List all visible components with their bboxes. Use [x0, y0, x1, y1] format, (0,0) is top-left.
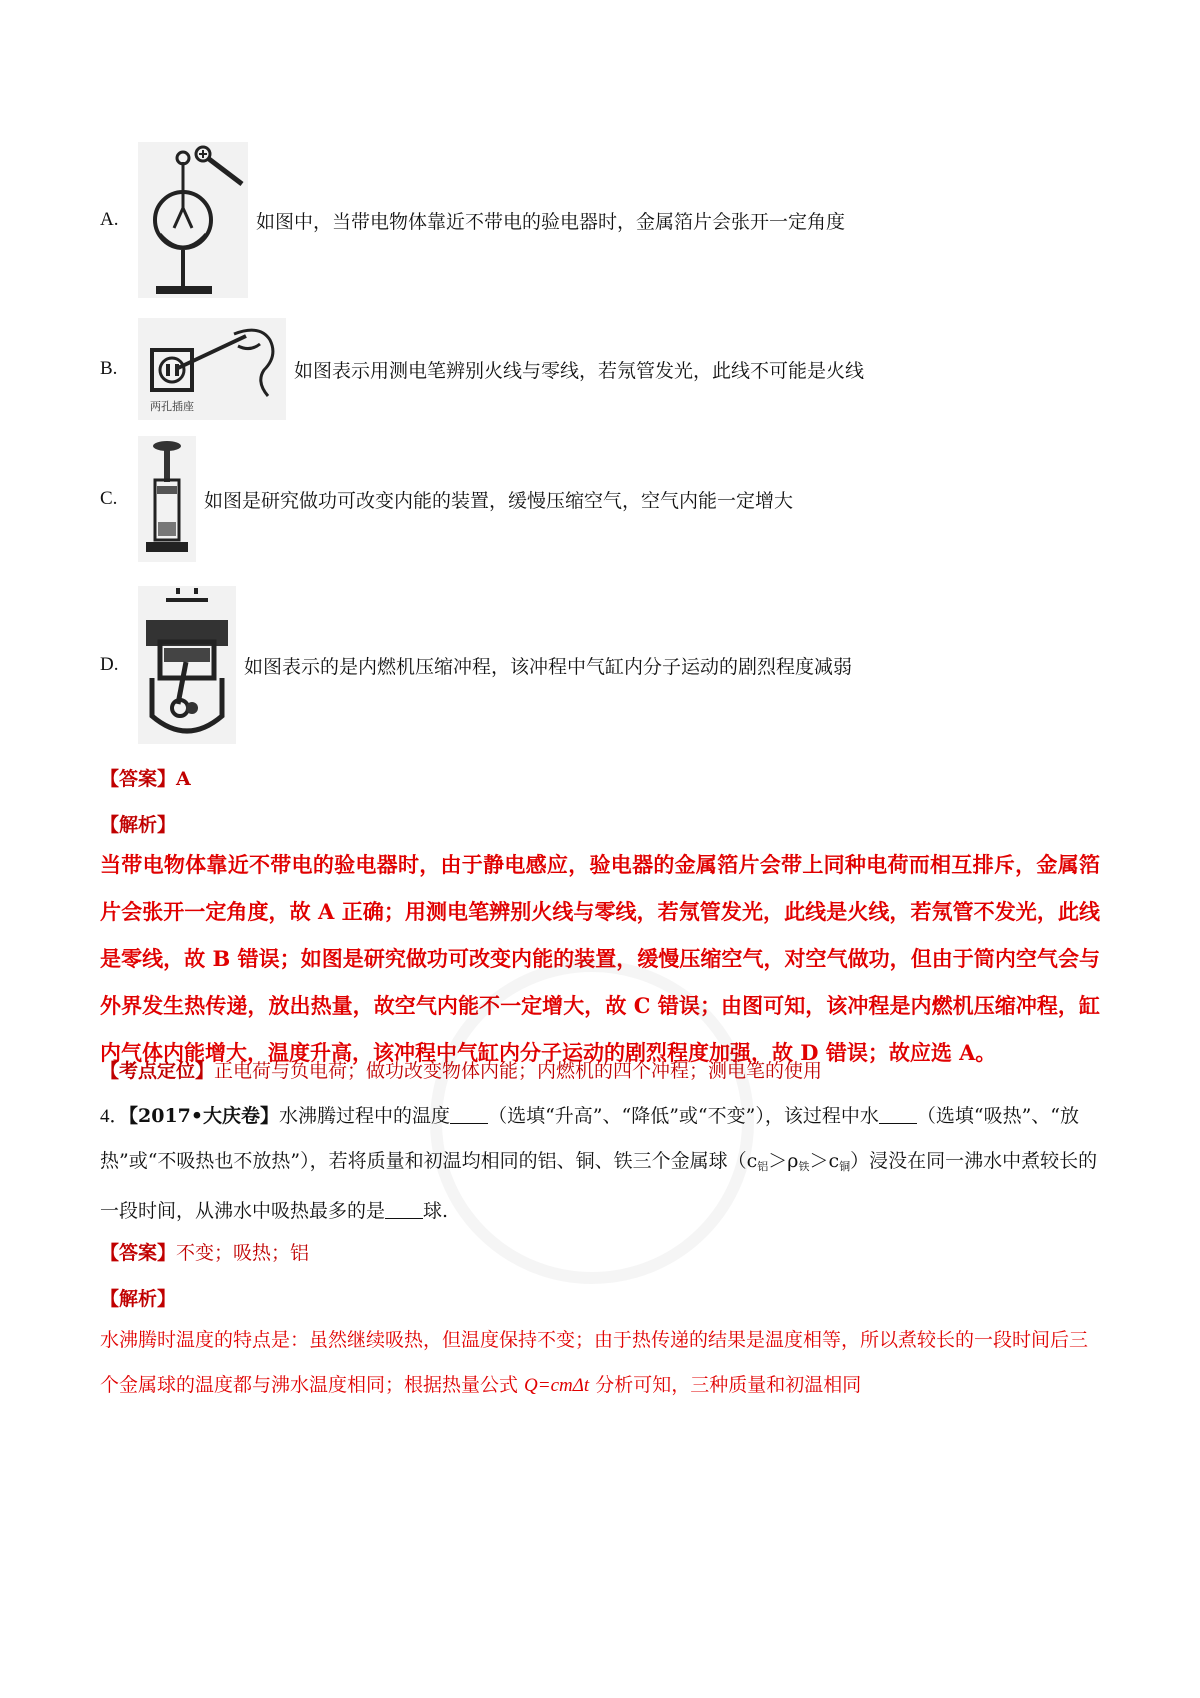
option-a — [100, 142, 845, 298]
option-letter: A. — [100, 209, 119, 230]
engine-compression-stroke-icon — [138, 586, 236, 744]
analysis-heading-q4 — [100, 1284, 176, 1311]
question-text: （选填“吸热”、“放热”或“不吸热也不放热”），若将质量和初温均相同的铝、铜、铁三个金属球（c — [100, 1105, 1079, 1172]
answer-blank[interactable] — [450, 1103, 488, 1124]
keypoint-label: 【考点定位】 — [100, 1060, 215, 1082]
subscript: 铜 — [839, 1160, 851, 1173]
question-number: 4． — [100, 1106, 129, 1127]
answer-value: A — [176, 768, 191, 790]
analysis-text: 分析可知，三种质量和初温相同 — [589, 1374, 862, 1396]
option-text: 如图表示的是内燃机压缩冲程，该冲程中气缸内分子运动的剧烈程度减弱 — [244, 655, 853, 678]
answer-value: 不变；吸热；铝 — [176, 1242, 310, 1264]
option-text: 如图中，当带电物体靠近不带电的验电器时，金属箔片会张开一定角度 — [256, 210, 846, 233]
air-compression-cylinder-icon — [138, 436, 196, 562]
electroscope-icon — [138, 142, 248, 298]
option-c — [100, 436, 793, 562]
option-b — [100, 318, 864, 420]
question-text: （选填“升高”、“降低”或“不变”），该过程中水 — [488, 1105, 879, 1127]
question-text: 球. — [423, 1200, 449, 1222]
answer-blank[interactable] — [385, 1198, 423, 1219]
option-letter: B. — [100, 358, 118, 379]
answer-line-q4 — [100, 1238, 309, 1265]
test-pencil-socket-icon — [138, 318, 286, 420]
heat-formula: Q=cmΔt — [524, 1375, 590, 1396]
analysis-label: 【解析】 — [100, 814, 177, 836]
option-letter: D. — [100, 654, 119, 675]
keypoint-value: 正电荷与负电荷；做功改变物体内能；内燃机的四个冲程；测电笔的使用 — [214, 1060, 823, 1082]
answer-line — [100, 764, 191, 791]
answer-label: 【答案】 — [100, 768, 177, 790]
answer-blank[interactable] — [879, 1103, 917, 1124]
analysis-text: 当带电物体靠近不带电的验电器时，由于静电感应，验电器的金属箔片会带上同种电荷而相互排斥，金属箔片会张开一定角度，故 A 正确；用测电笔辨别火线与零线，若氖管发光，此线是火线，若氖管不发光，此线是零线，故 B 错误；如图是研究做功可改变内能的装置，缓慢压缩空气，对空气做功，但由于筒内空气会与外界发生热传递，放出热量，故空气内能不一定增大，故 C 错误；由图可知，该冲程是内燃机压缩冲程，缸内气体内能增大，温度升高，该冲程中气缸内分子运动的剧烈程度加强，故 D 错误；故应选 A。 — [100, 852, 1100, 1065]
option-text: 如图表示用测电笔辨别火线与零线，若氖管发光，此线不可能是火线 — [294, 359, 865, 382]
analysis-text-q4 — [100, 1318, 1100, 1408]
figure-caption: 两孔插座 — [150, 400, 194, 413]
question-text: ＞ρ — [768, 1150, 799, 1172]
question-4 — [100, 1094, 1105, 1234]
subscript: 铝 — [757, 1160, 769, 1173]
keypoint-line — [100, 1056, 822, 1083]
analysis-label: 【解析】 — [100, 1288, 177, 1310]
question-text: ＞c — [809, 1150, 840, 1172]
question-text: 水沸腾过程中的温度 — [279, 1105, 451, 1127]
question-text: ）浸没在同一沸水中煮较长的一段时间，从沸水中吸热最多的是 — [100, 1150, 1098, 1222]
subscript: 铁 — [798, 1160, 810, 1173]
analysis-heading — [100, 810, 176, 837]
option-letter: C. — [100, 488, 118, 509]
question-source: 【2017•大庆卷】 — [128, 1105, 280, 1127]
answer-label: 【答案】 — [100, 1242, 177, 1264]
option-text: 如图是研究做功可改变内能的装置，缓慢压缩空气，空气内能一定增大 — [204, 489, 794, 512]
analysis-text: 水沸腾时温度的特点是：虽然继续吸热，但温度保持不变；由于热传递的结果是温度相等，所以煮较长的一段时间后三个金属球的温度都与沸水温度相同；根据热量公式 — [100, 1329, 1089, 1396]
option-d — [100, 586, 852, 744]
